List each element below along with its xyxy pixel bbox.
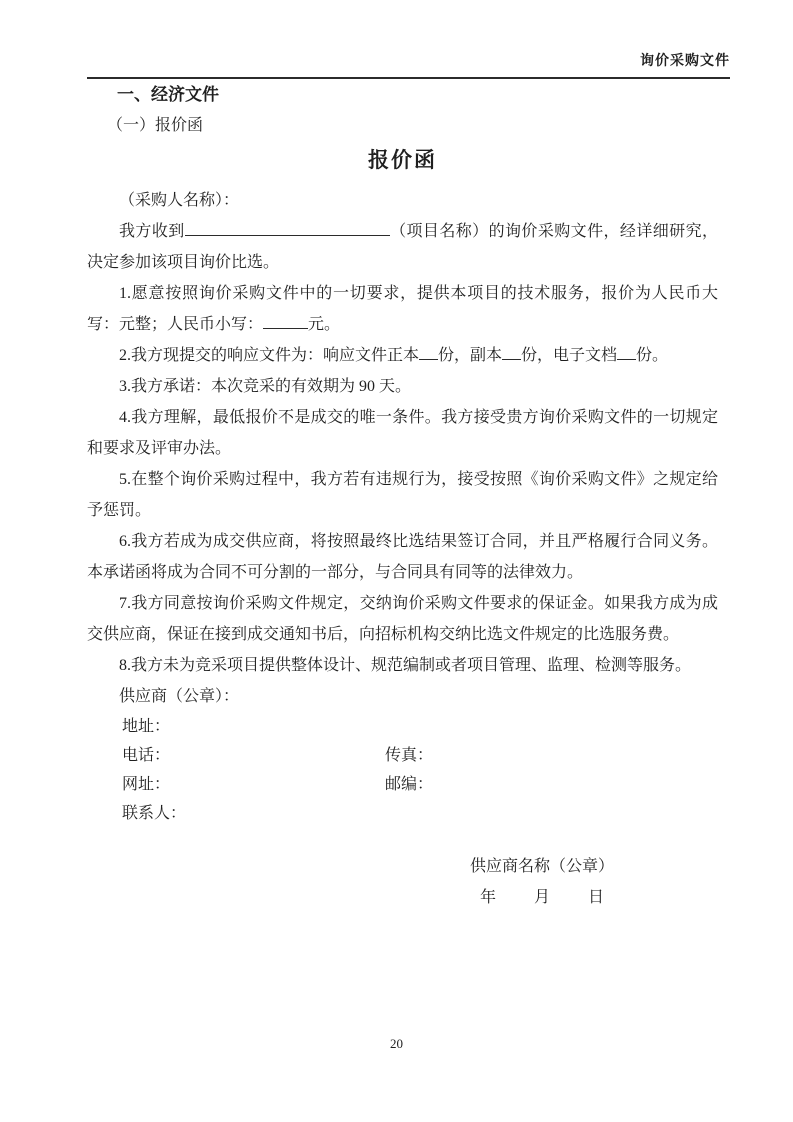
fill-in-blank <box>617 344 636 360</box>
signature-date-line: 年 月 日 <box>480 889 607 906</box>
text-segment: （采购人名称）： <box>119 192 240 209</box>
page-number: 20 <box>390 1036 403 1051</box>
salutation <box>87 185 718 216</box>
text-segment: 我方收到 <box>119 223 185 240</box>
text-segment: 3.我方承诺：本次竞采的有效期为 90 天。 <box>119 378 412 395</box>
document-title: 报价函 <box>368 148 437 172</box>
field-label: 网址： <box>122 776 171 793</box>
body-paragraphs <box>87 185 718 712</box>
page-footer <box>0 1036 793 1052</box>
text-segment: 份，电子文档 <box>521 347 618 364</box>
intro-paragraph <box>87 216 718 278</box>
text-segment: 8.我方未为竞采项目提供整体设计、规范编制或者项目管理、监理、检测等服务。 <box>119 657 692 674</box>
text-segment: （项目名称）的询价采购文件，经详细研究，决定参加该项目询价比选。 <box>87 223 718 271</box>
text-segment: 元。 <box>308 316 341 333</box>
contact-field-row <box>122 770 718 799</box>
contact-field-row <box>122 712 718 741</box>
field-label: 电话： <box>122 747 171 764</box>
item-6 <box>87 526 718 588</box>
signature-name-line: 供应商名称（公章） <box>470 858 615 875</box>
text-segment: 份，副本 <box>438 347 503 364</box>
field-label: 传真： <box>385 747 434 764</box>
fill-in-blank <box>185 220 390 236</box>
subsection-heading: （一）报价函 <box>107 117 204 134</box>
contact-field-row <box>122 741 718 770</box>
text-segment: 份。 <box>636 347 669 364</box>
field-label: 联系人： <box>122 805 187 822</box>
supplier-stamp <box>87 681 718 712</box>
signature-block <box>87 851 718 913</box>
item-1 <box>87 278 718 340</box>
item-7 <box>87 588 718 650</box>
fill-in-blank <box>419 344 438 360</box>
section-heading: 一、经济文件 <box>117 85 219 104</box>
item-8 <box>87 650 718 681</box>
page-content <box>87 84 718 913</box>
item-3 <box>87 371 718 402</box>
fill-in-blank <box>263 313 308 329</box>
page-header <box>87 50 730 79</box>
text-segment: 6.我方若成为成交供应商，将按照最终比选结果签订合同，并且严格履行合同义务。本承诺函将成为合同不可分割的一部分，与合同具有同等的法律效力。 <box>87 533 718 581</box>
item-4 <box>87 402 718 464</box>
contact-fields <box>122 712 718 828</box>
contact-field-row <box>122 799 718 828</box>
header-title: 询价采购文件 <box>640 54 730 69</box>
fill-in-blank <box>502 344 521 360</box>
text-segment: 4.我方理解，最低报价不是成交的唯一条件。我方接受贵方询价采购文件的一切规定和要求及评审办法。 <box>87 409 718 457</box>
text-segment: 7.我方同意按询价采购文件规定，交纳询价采购文件要求的保证金。如果我方成为成交供应商，保证在接到成交通知书后，向招标机构交纳比选文件规定的比选服务费。 <box>87 595 718 643</box>
item-5 <box>87 464 718 526</box>
item-2 <box>87 340 718 371</box>
text-segment: 2.我方现提交的响应文件为：响应文件正本 <box>119 347 420 364</box>
text-segment: 5.在整个询价采购过程中，我方若有违规行为，接受按照《询价采购文件》之规定给予惩罚。 <box>87 471 718 519</box>
text-segment: 供应商（公章）： <box>119 688 240 705</box>
text-segment: 1.愿意按照询价采购文件中的一切要求，提供本项目的技术服务，报价为人民币大写：元整；人民币小写： <box>87 285 718 333</box>
field-label: 地址： <box>122 718 171 735</box>
field-label: 邮编： <box>385 776 434 793</box>
